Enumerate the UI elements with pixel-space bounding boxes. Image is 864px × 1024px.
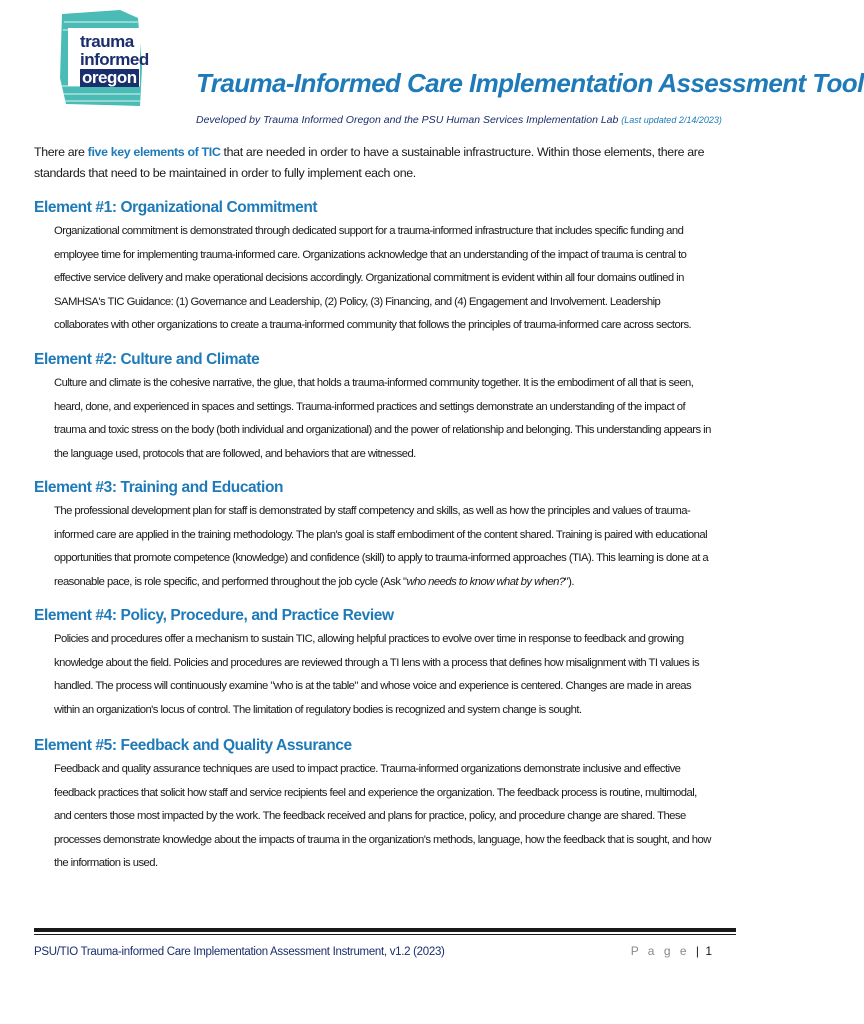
element-3-body-before: The professional development plan for staff is demonstrated by staff competency and skills, as well as how the principles and values of trauma-informed care are applied in the training methodology. The plan's goal is staff embodiment of the content shared. Training is paired with educational opportunities that promote competence (knowledge) and confidence (skill) to apply to trauma-informed approaches (TIA). This learning is done at a reasonable pace, is role specific, and performed throughout the job cycle (Ask "	[54, 505, 709, 588]
footer-rule-thick	[34, 928, 736, 932]
intro-before: There are	[34, 145, 88, 159]
element-3-section	[34, 478, 734, 594]
element-1-heading: Element #1: Organizational Commitment	[34, 199, 318, 216]
footer-document-name: PSU/TIO Trauma-informed Care Implementation Assessment Instrument, v1.2 (2023)	[34, 946, 445, 958]
element-5-section	[34, 736, 734, 876]
element-4-section	[34, 606, 734, 722]
logo-line-1: trauma	[80, 32, 134, 51]
element-3-body-italic: who needs to know what by when?	[406, 575, 565, 588]
document-subtitle	[196, 114, 722, 126]
element-1-body: Organizational commitment is demonstrated through dedicated support for a trauma-informed infrastructure that includes specific funding and employee time for implementing trauma-informed care. Organizations acknowledge that an understanding of the impact of trauma is central to effective service delivery and make operational decisions accordingly. Organizational commitment is evident within all four domains outlined in SAMHSA's TIC Guidance: (1) Governance and Leadership, (2) Policy, (3) Financing, and (4) Engagement and Involvement. Leadership collaborates with other organizations to create a trauma-informed community that follows the principles of trauma-informed care across sectors.	[54, 225, 692, 331]
logo-line-3: oregon	[82, 68, 137, 87]
logo-wordmark	[80, 33, 149, 87]
element-1-section	[34, 198, 734, 338]
footer-page-number: 1	[705, 944, 712, 958]
element-2-body: Culture and climate is the cohesive narrative, the glue, that holds a trauma-informed community together. It is the embodiment of all that is seen, heard, done, and experienced in spaces and settings. Trauma-informed practices and settings demonstrate an understanding of the impact of trauma and toxic stress on the body (both individual and organizational) and the power of relationship and belonging. This understanding appears in the language used, protocols that are followed, and behaviors that are witnessed.	[54, 377, 711, 460]
element-4-body: Policies and procedures offer a mechanism to sustain TIC, allowing helpful practices to evolve over time in response to feedback and growing knowledge about the field. Policies and procedures are reviewed through a TI lens with a process that defines how misalignment with TI values is handled. The process will continuously examine "who is at the table" and whose voice and experience is centered. Changes are made in areas within an organization's locus of control. The limitation of regulatory bodies is recognized and system change is sought.	[54, 633, 700, 716]
element-2-heading: Element #2: Culture and Climate	[34, 351, 260, 368]
intro-paragraph	[34, 142, 724, 184]
element-3-body-after: ").	[564, 575, 574, 588]
footer-page-indicator	[631, 944, 712, 958]
footer-page-label: P a g e	[630, 944, 690, 958]
last-updated-note: (Last updated 2/14/2023)	[621, 115, 722, 125]
trauma-informed-oregon-logo	[58, 8, 149, 108]
element-3-body	[54, 500, 716, 594]
footer-page-separator: |	[695, 944, 699, 958]
intro-after: that are needed in order to have a sustainable infrastructure. Within those elements, there are standards that need to be maintained in order to fully implement each one.	[34, 145, 705, 180]
intro-highlight: five key elements of TIC	[87, 145, 221, 159]
logo-line-2: informed	[80, 50, 149, 69]
element-4-heading: Element #4: Policy, Procedure, and Practice Review	[34, 607, 394, 624]
footer-rule-thin	[34, 934, 736, 935]
subtitle-credit: Developed by Trauma Informed Oregon and the PSU Human Services Implementation Lab	[196, 114, 619, 126]
element-5-heading: Element #5: Feedback and Quality Assurance	[34, 737, 352, 754]
element-3-heading: Element #3: Training and Education	[34, 479, 284, 496]
document-title: Trauma-Informed Care Implementation Assessment Tool	[196, 68, 864, 98]
element-5-body: Feedback and quality assurance techniques are used to impact practice. Trauma-informed organizations demonstrate inclusive and effective feedback practices that solicit how staff and service recipients feel and experience the organization. The feedback process is routine, multimodal, and centers those most impacted by the work. The feedback received and plans for practice, policy, and procedure change are shared. These processes demonstrate knowledge about the impacts of trauma in the organization's methods, language, how the feedback that is sought, and how the information is used.	[54, 763, 711, 869]
element-2-section	[34, 350, 734, 466]
